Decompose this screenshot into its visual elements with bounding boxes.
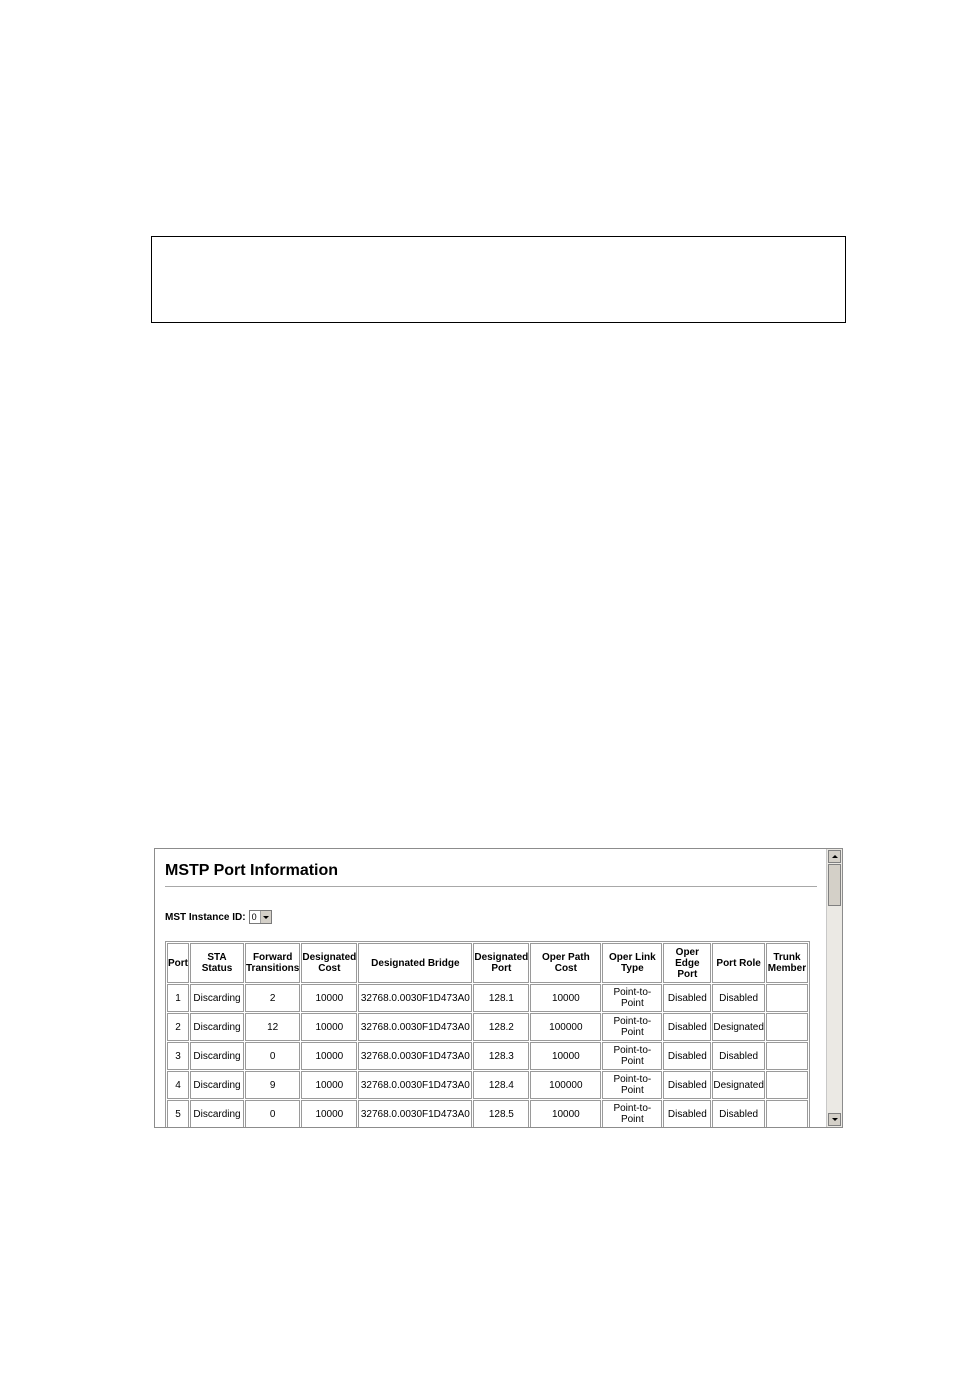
table-cell: 32768.0.0030F1D473A0 bbox=[358, 1071, 472, 1099]
table-cell: Point-to-Point bbox=[602, 1100, 662, 1128]
table-cell: Disabled bbox=[663, 1071, 711, 1099]
table-row bbox=[167, 1071, 808, 1099]
table-cell: 4 bbox=[167, 1071, 189, 1099]
table-cell: Disabled bbox=[712, 984, 765, 1012]
table-cell: 128.3 bbox=[473, 1042, 529, 1070]
table-cell: Disabled bbox=[663, 1042, 711, 1070]
table-cell: Discarding bbox=[190, 1013, 244, 1041]
column-header: STA Status bbox=[190, 943, 244, 983]
table-cell: Point-to-Point bbox=[602, 1071, 662, 1099]
table-cell: Designated bbox=[712, 1013, 765, 1041]
table-cell: 10000 bbox=[301, 1042, 357, 1070]
instance-select[interactable] bbox=[249, 910, 272, 924]
column-header: Trunk Member bbox=[766, 943, 808, 983]
column-header: Oper Link Type bbox=[602, 943, 662, 983]
table-cell: 5 bbox=[167, 1100, 189, 1128]
table-cell: 128.1 bbox=[473, 984, 529, 1012]
column-header: Port Role bbox=[712, 943, 765, 983]
instance-label: MST Instance ID: bbox=[165, 911, 246, 923]
table-cell: 128.2 bbox=[473, 1013, 529, 1041]
table-cell: Point-to-Point bbox=[602, 1013, 662, 1041]
table-row bbox=[167, 1100, 808, 1128]
table-cell: 32768.0.0030F1D473A0 bbox=[358, 1100, 472, 1128]
table-cell: 10000 bbox=[530, 984, 601, 1012]
table-cell: 2 bbox=[167, 1013, 189, 1041]
column-header: Oper Path Cost bbox=[530, 943, 601, 983]
table-cell: 9 bbox=[245, 1071, 300, 1099]
table-cell: 10000 bbox=[301, 984, 357, 1012]
table-cell: 100000 bbox=[530, 1071, 601, 1099]
table-cell: Designated bbox=[712, 1071, 765, 1099]
table-cell: Disabled bbox=[663, 1013, 711, 1041]
table-cell bbox=[766, 1042, 808, 1070]
table-cell: Point-to-Point bbox=[602, 984, 662, 1012]
table-header-row bbox=[167, 943, 808, 983]
port-information-table bbox=[165, 941, 810, 1128]
instance-selector-row bbox=[165, 909, 272, 925]
table-cell: 32768.0.0030F1D473A0 bbox=[358, 1042, 472, 1070]
table-cell: Disabled bbox=[712, 1100, 765, 1128]
table-cell: 10000 bbox=[530, 1042, 601, 1070]
vertical-scrollbar[interactable] bbox=[826, 849, 842, 1127]
table-cell: 0 bbox=[245, 1100, 300, 1128]
table-cell bbox=[766, 1071, 808, 1099]
table-cell bbox=[766, 1100, 808, 1128]
table-cell: 128.5 bbox=[473, 1100, 529, 1128]
table-cell: 128.4 bbox=[473, 1071, 529, 1099]
table-cell: 12 bbox=[245, 1013, 300, 1041]
table-cell: 100000 bbox=[530, 1013, 601, 1041]
chevron-down-icon[interactable] bbox=[260, 911, 271, 923]
column-header: Forward Transitions bbox=[245, 943, 300, 983]
title-divider bbox=[165, 886, 817, 887]
table-cell: 1 bbox=[167, 984, 189, 1012]
table-cell: 2 bbox=[245, 984, 300, 1012]
column-header: Designated Bridge bbox=[358, 943, 472, 983]
column-header: Designated Port bbox=[473, 943, 529, 983]
instance-select-value: 0 bbox=[251, 912, 257, 922]
table-cell: 3 bbox=[167, 1042, 189, 1070]
table-cell bbox=[766, 1013, 808, 1041]
table-cell bbox=[766, 984, 808, 1012]
scrollbar-thumb[interactable] bbox=[828, 864, 841, 906]
table-cell: Disabled bbox=[663, 1100, 711, 1128]
table-cell: 10000 bbox=[301, 1100, 357, 1128]
mstp-port-information-window bbox=[154, 848, 843, 1128]
arrow-down-icon[interactable] bbox=[828, 1113, 841, 1126]
table-row bbox=[167, 1042, 808, 1070]
table-cell: 10000 bbox=[301, 1071, 357, 1099]
table-cell: Discarding bbox=[190, 984, 244, 1012]
column-header: Designated Cost bbox=[301, 943, 357, 983]
column-header: Port bbox=[167, 943, 189, 983]
arrow-up-icon[interactable] bbox=[828, 850, 841, 863]
table-cell: 0 bbox=[245, 1042, 300, 1070]
table-cell: Disabled bbox=[712, 1042, 765, 1070]
page-title: MSTP Port Information bbox=[165, 862, 339, 879]
table-cell: Disabled bbox=[663, 984, 711, 1012]
table-cell: 32768.0.0030F1D473A0 bbox=[358, 1013, 472, 1041]
table-cell: Discarding bbox=[190, 1100, 244, 1128]
table-cell: 10000 bbox=[301, 1013, 357, 1041]
column-header: Oper Edge Port bbox=[663, 943, 711, 983]
table-cell: Discarding bbox=[190, 1071, 244, 1099]
table-cell: 32768.0.0030F1D473A0 bbox=[358, 984, 472, 1012]
table-row bbox=[167, 1013, 808, 1041]
table-cell: Point-to-Point bbox=[602, 1042, 662, 1070]
table-cell: 10000 bbox=[530, 1100, 601, 1128]
table-cell: Discarding bbox=[190, 1042, 244, 1070]
note-box bbox=[151, 236, 846, 323]
table-row bbox=[167, 984, 808, 1012]
